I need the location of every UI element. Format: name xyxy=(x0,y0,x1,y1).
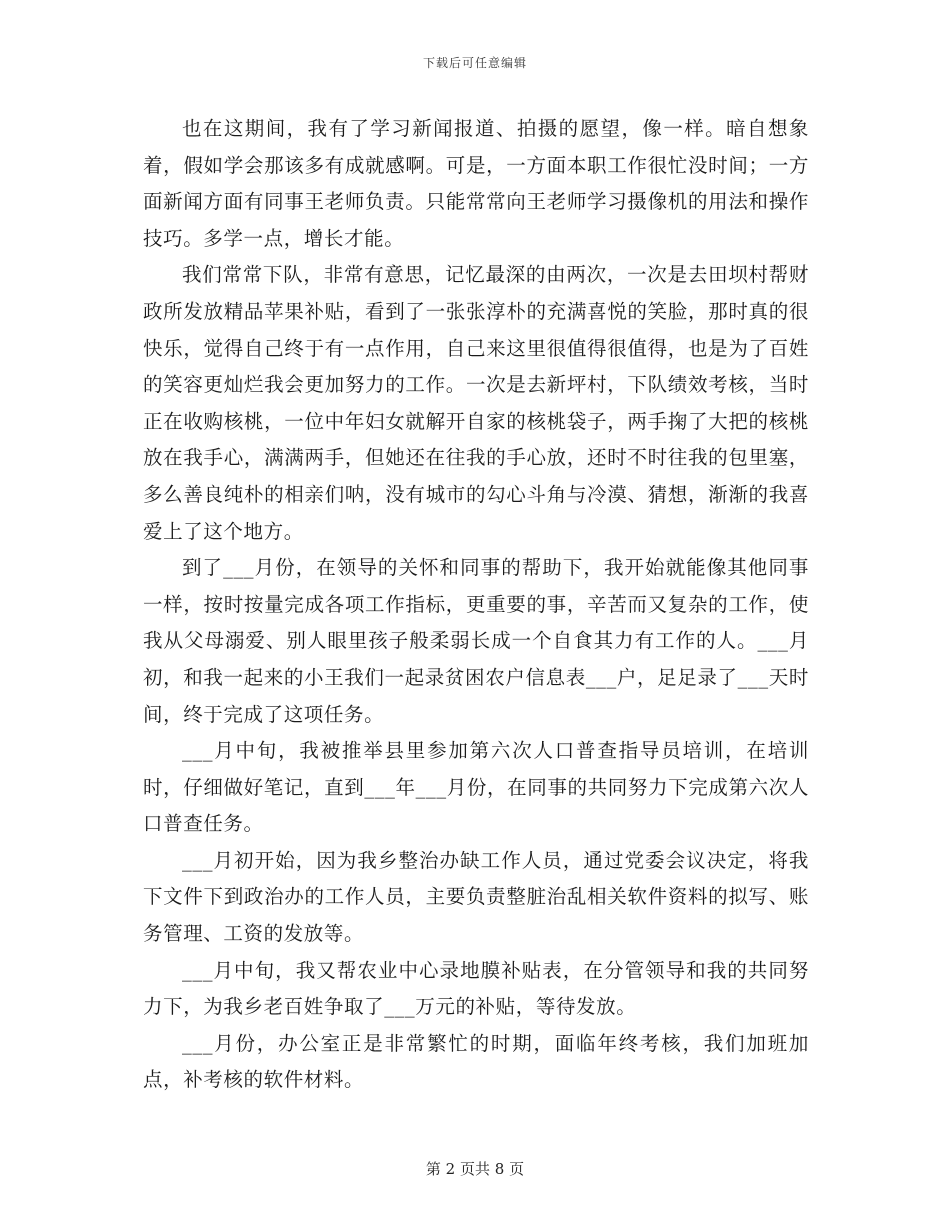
paragraph: ___月份，办公室正是非常繁忙的时期，面临年终考核，我们加班加点，补考核的软件材料。 xyxy=(143,1031,809,1092)
page-footer: 第 2 页共 8 页 xyxy=(425,1160,525,1178)
page-header: 下载后可任意编辑 xyxy=(422,56,527,70)
document-body xyxy=(143,111,809,1099)
paragraph: 到了___月份，在领导的关怀和同事的帮助下，我开始就能像其他同事一样，按时按量完成各项工作指标，更重要的事，辛苦而又复杂的工作，使我从父母溺爱、别人眼里孩子般柔弱长成一个自食其力有工作的人。___月初，和我一起来的小王我们一起录贫困农户信息表___户，足足录了___天时间，终于完成了这项任务。 xyxy=(143,556,809,726)
paragraph: 也在这期间，我有了学习新闻报道、拍摄的愿望，像一样。暗自想象着，假如学会那该多有成就感啊。可是，一方面本职工作很忙没时间；一方面新闻方面有同事王老师负责。只能常常向王老师学习摄像机的用法和操作技巧。多学一点，增长才能。 xyxy=(143,117,809,250)
paragraph: 我们常常下队，非常有意思，记忆最深的由两次，一次是去田坝村帮财政所发放精品苹果补贴，看到了一张张淳朴的充满喜悦的笑脸，那时真的很快乐，觉得自己终于有一点作用，自己来这里很值得很值得，也是为了百姓的笑容更灿烂我会更加努力的工作。一次是去新坪村，下队绩效考核，当时正在收购核桃，一位中年妇女就解开自家的核桃袋子，两手掬了大把的核桃放在我手心，满满两手，但她还在往我的手心放，还时不时往我的包里塞，多么善良纯朴的相亲们呐，没有城市的勾心斗角与冷漠、猜想，渐渐的我喜爱上了这个地方。 xyxy=(143,263,809,543)
paragraph: ___月中旬，我被推举县里参加第六次人口普查指导员培训，在培训时，仔细做好笔记，直到___年___月份，在同事的共同努力下完成第六次人口普查任务。 xyxy=(143,739,809,836)
paragraph: ___月初开始，因为我乡整治办缺工作人员，通过党委会议决定，将我下文件下到政治办的工作人员，主要负责整脏治乱相关软件资料的拟写、账务管理、工资的发放等。 xyxy=(143,848,809,946)
paragraph: ___月中旬，我又帮农业中心录地膜补贴表，在分管领导和我的共同努力下，为我乡老百姓争取了___万元的补贴，等待发放。 xyxy=(143,958,809,1019)
